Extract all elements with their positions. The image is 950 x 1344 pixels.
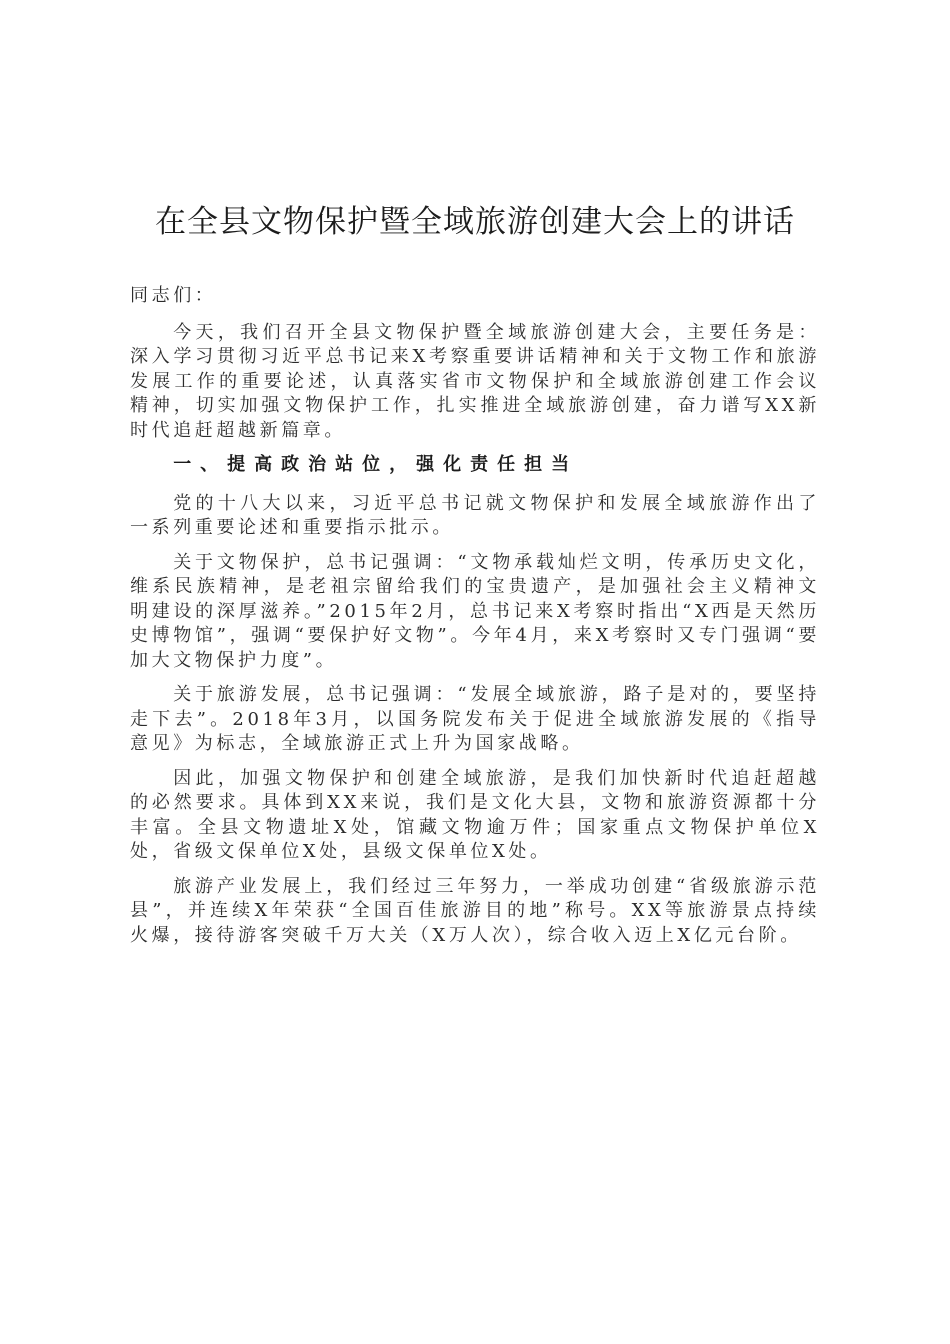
paragraph-4: 关于旅游发展，总书记强调：“发展全域旅游，路子是对的，要坚持走下去”。2018年3月，以国务院发布关于促进全域旅游发展的《指导意见》为标志，全域旅游正式上升为国家战略。 [130,684,820,754]
paragraph-2: 党的十八大以来，习近平总书记就文物保护和发展全域旅游作出了一系列重要论述和重要指示批示。 [130,492,820,538]
section-heading-1: 一、提高政治站位，强化责任担当 [173,454,579,475]
document-title: 在全县文物保护暨全域旅游创建大会上的讲话 [155,204,795,240]
document-body [130,284,820,958]
paragraph-intro: 今天，我们召开全县文物保护暨全域旅游创建大会，主要任务是：深入学习贯彻习近平总书记来X考察重要讲话精神和关于文物工作和旅游发展工作的重要论述，认真落实省市文物保护和全域旅游创建工作会议精神，切实加强文物保护工作，扎实推进全域旅游创建，奋力谱写XX新时代追赶超越新篇章。 [130,321,820,441]
salutation: 同志们： [130,285,217,306]
paragraph-6: 旅游产业发展上，我们经过三年努力，一举成功创建“省级旅游示范县”，并连续X年荣获“全国百佳旅游目的地”称号。XX等旅游景点持续火爆，接待游客突破千万大关（X万人次），综合收入迈上X亿元台阶。 [130,875,820,946]
paragraph-5: 因此，加强文物保护和创建全域旅游，是我们加快新时代追赶超越的必然要求。具体到XX来说，我们是文化大县，文物和旅游资源都十分丰富。全县文物遗址X处，馆藏文物逾万件；国家重点文物保护单位X处，省级文保单位X处，县级文保单位X处。 [130,767,820,862]
paragraph-3: 关于文物保护，总书记强调：“文物承载灿烂文明，传承历史文化，维系民族精神，是老祖宗留给我们的宝贵遗产，是加强社会主义精神文明建设的深厚滋养。”2015年2月，总书记来X考察时指出“X西是天然历史博物馆”，强调“要保护好文物”。今年4月，来X考察时又专门强调“要加大文物保护力度”。 [130,551,820,671]
